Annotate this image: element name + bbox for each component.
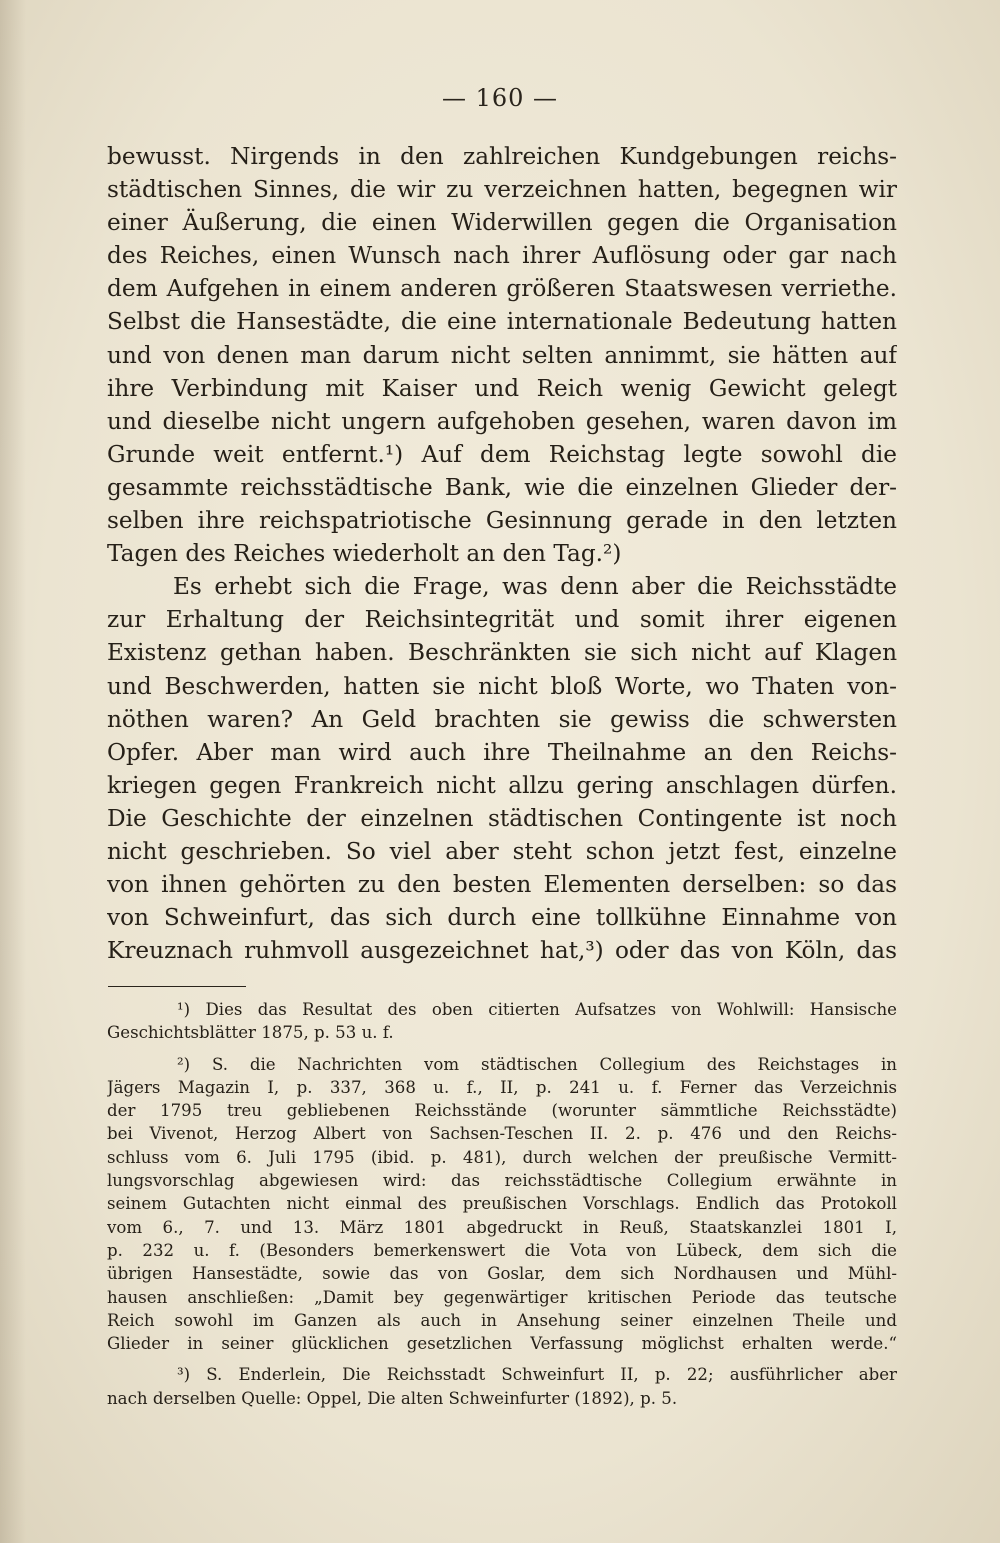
text-line: Tagen des Reiches wiederholt an den Tag.²) xyxy=(107,540,622,568)
footnote-line: ³) S. Enderlein, Die Reichsstadt Schweinfurt II, p. 22; ausführlicher aber xyxy=(177,1365,897,1385)
footnote-line: nach derselben Quelle: Oppel, Die alten Schweinfurter (1892), p. 5. xyxy=(107,1388,678,1408)
footnote-line: bei Vivenot, Herzog Albert von Sachsen-Teschen II. 2. p. 476 und den Reichs- xyxy=(107,1124,897,1144)
text-line: bewusst. Nirgends in den zahlreichen Kundgebungen reichs- xyxy=(107,143,897,170)
text-line: Kreuznach ruhmvoll ausgezeichnet hat,³) oder das von Köln, das xyxy=(107,937,897,965)
text-line: einer Äußerung, die einen Widerwillen gegen die Organisation xyxy=(107,209,897,237)
main-text xyxy=(107,140,897,967)
footnote-line: Glieder in seiner glücklichen gesetzlichen Verfassung möglichst erhalten werde.“ xyxy=(107,1334,897,1354)
footnote-line: p. 232 u. f. (Besonders bemerkenswert die Vota von Lübeck, dem sich die xyxy=(107,1240,897,1260)
text-line: Grunde weit entfernt.¹) Auf dem Reichstag legte sowohl die xyxy=(107,440,897,468)
footnote-2 xyxy=(107,1053,897,1356)
page-gutter-shadow xyxy=(0,0,26,1543)
footnote-line: der 1795 treu gebliebenen Reichsstände (worunter sämmtliche Reichsstädte) xyxy=(107,1101,897,1121)
text-line: und von denen man darum nicht selten annimmt, sie hätten auf xyxy=(107,341,897,369)
footnote-line: seinem Gutachten nicht einmal des preußischen Vorschlags. Endlich das Protokoll xyxy=(107,1194,897,1214)
text-line: Die Geschichte der einzelnen städtischen Contingente ist noch xyxy=(107,804,897,832)
text-line: gesammte reichsstädtische Bank, wie die einzelnen Glieder der- xyxy=(107,473,897,501)
footnote-1 xyxy=(107,998,897,1045)
text-line: von Schweinfurt, das sich durch eine tollkühne Einnahme von xyxy=(107,904,897,932)
footnote-line: hausen anschließen: „Damit bey gegenwärtiger kritischen Periode das teutsche xyxy=(107,1287,897,1307)
footnote-line: schluss vom 6. Juli 1795 (ibid. p. 481), durch welchen der preußische Vermitt- xyxy=(107,1147,897,1167)
footnote-line: lungsvorschlag abgewiesen wird: das reichsstädtische Collegium erwähnte in xyxy=(107,1171,897,1191)
page-number: — 160 — xyxy=(441,84,559,112)
footnote-line: vom 6., 7. und 13. März 1801 abgedruckt in Reuß, Staatskanzlei 1801 I, xyxy=(107,1217,897,1237)
text-line: Selbst die Hansestädte, die eine internationale Bedeutung hatten xyxy=(107,308,897,336)
footnote-line: Jägers Magazin I, p. 337, 368 u. f., II, p. 241 u. f. Ferner das Verzeichnis xyxy=(107,1077,897,1097)
text-line: und Beschwerden, hatten sie nicht bloß Worte, wo Thaten von- xyxy=(107,672,897,700)
text-line: kriegen gegen Frankreich nicht allzu gering anschlagen dürfen. xyxy=(107,771,897,799)
text-line: nöthen waren? An Geld brachten sie gewiss die schwersten xyxy=(107,705,897,733)
text-line: zur Erhaltung der Reichsintegrität und somit ihrer eigenen xyxy=(107,606,897,634)
footnote-line: übrigen Hansestädte, sowie das von Goslar, dem sich Nordhausen und Mühl- xyxy=(107,1264,897,1284)
footnote-line: Geschichtsblätter 1875, p. 53 u. f. xyxy=(107,1023,394,1043)
text-line: Existenz gethan haben. Beschränkten sie sich nicht auf Klagen xyxy=(107,639,897,667)
footnote-3 xyxy=(107,1363,897,1410)
text-line: städtischen Sinnes, die wir zu verzeichnen hatten, begegnen wir xyxy=(107,176,897,204)
text-line: dem Aufgehen in einem anderen größeren Staatswesen verriethe. xyxy=(107,275,897,303)
text-line: von ihnen gehörten zu den besten Elementen derselben: so das xyxy=(107,871,897,899)
footnote-line: Reich sowohl im Ganzen als auch in Ansehung seiner einzelnen Theile und xyxy=(107,1310,897,1330)
text-line: des Reiches, einen Wunsch nach ihrer Auflösung oder gar nach xyxy=(107,242,897,270)
text-line: Opfer. Aber man wird auch ihre Theilnahme an den Reichs- xyxy=(107,738,897,766)
footnote-line: ²) S. die Nachrichten vom städtischen Collegium des Reichstages in xyxy=(177,1054,897,1074)
text-line: ihre Verbindung mit Kaiser und Reich wenig Gewicht gelegt xyxy=(107,374,897,402)
text-line: und dieselbe nicht ungern aufgehoben gesehen, waren davon im xyxy=(107,407,897,435)
text-line: selben ihre reichspatriotische Gesinnung gerade in den letzten xyxy=(107,507,897,535)
footnote-separator-rule xyxy=(108,986,246,987)
paragraph-first-line: Es erhebt sich die Frage, was denn aber die Reichsstädte xyxy=(173,573,897,601)
text-line: nicht geschrieben. So viel aber steht schon jetzt fest, einzelne xyxy=(107,837,897,865)
footnotes xyxy=(107,998,897,1410)
footnote-line: ¹) Dies das Resultat des oben citierten Aufsatzes von Wohlwill: Hansische xyxy=(177,1000,897,1019)
